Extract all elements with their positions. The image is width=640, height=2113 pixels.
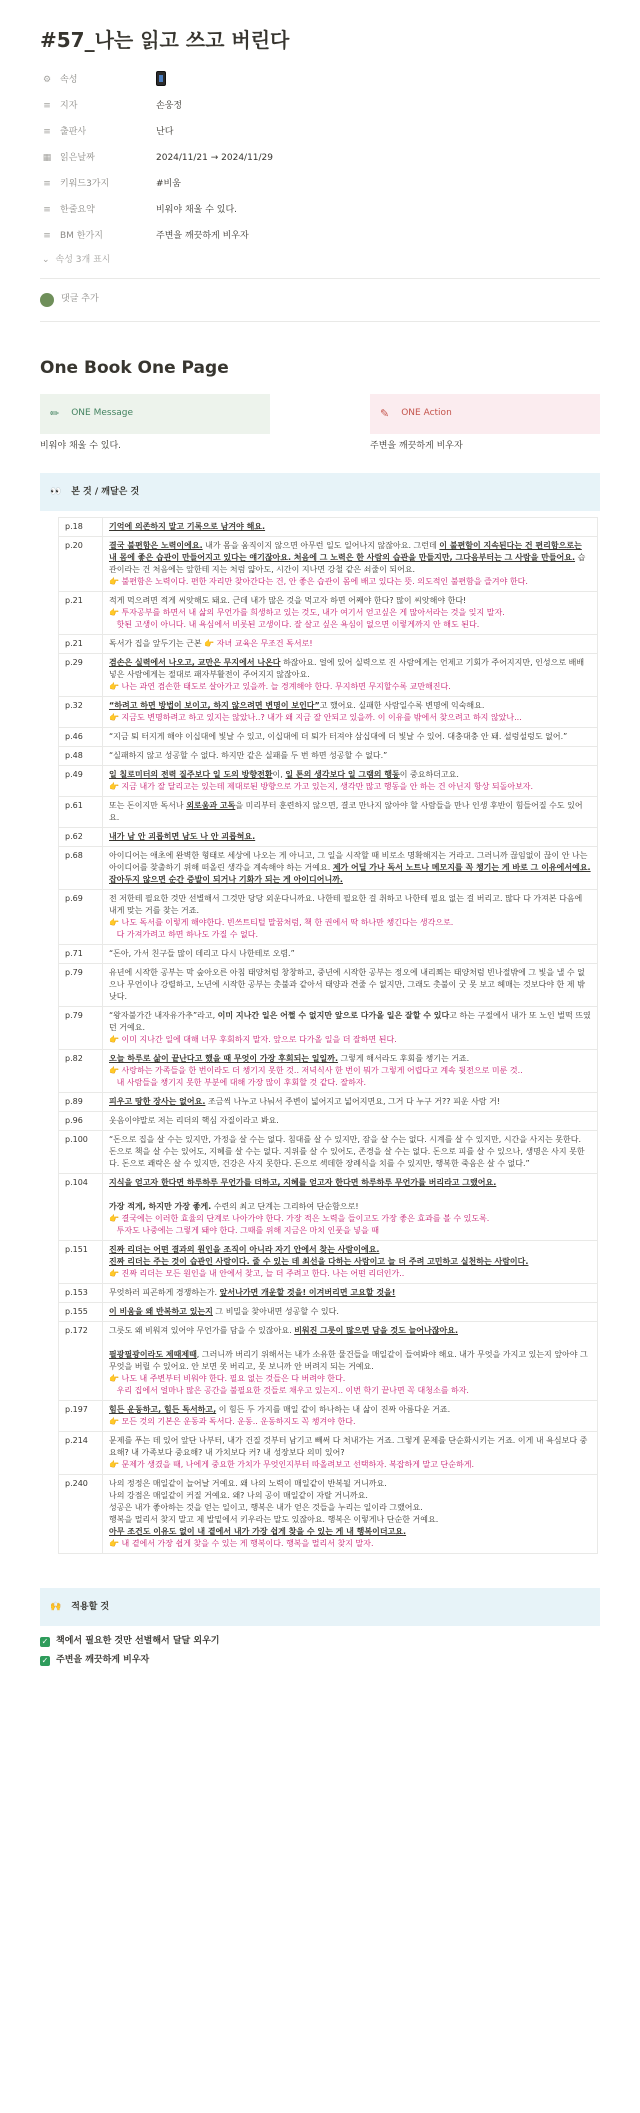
text-icon: ≡ [43,231,51,242]
page-number: p.61 [59,797,103,828]
page-number: p.89 [59,1093,103,1112]
page-number: p.197 [59,1401,103,1432]
property-value[interactable]: 2024/11/21 → 2024/11/29 [156,153,274,164]
page-number: p.155 [59,1303,103,1322]
property-value[interactable]: 주변을 깨끗하게 비우자 [156,231,249,242]
page-number: p.79 [59,964,103,1007]
todo-item[interactable]: ✓ 주변을 깨끗하게 비우자 [41,1655,150,1666]
table-row [59,1112,598,1131]
page-number: p.46 [59,728,103,747]
table-row [59,1303,598,1322]
property-row[interactable] [40,94,600,120]
note-text: “왕자불가간 내자유가추”라고, 이미 지나간 일은 어쩔 수 없지만 앞으로 다가올 일은 잘할 수 있다고 하는 구절에서 내가 또 노인 벌떡 뜨였던 거예요. 👉 이미 지나간 일에 대해 너무 후회하지 말자. 앞으로 다가올 일을 더 잘하면 된다. [103,1007,598,1050]
page-number: p.20 [59,537,103,592]
note-text: 피우고 땅한 장사는 없어요. 조금씩 나누고 나눠서 주변이 넓어지고 넓어지면요, 그거 다 누구 거?? 피운 사람 거! [103,1093,598,1112]
property-row[interactable] [40,146,600,172]
todo-item[interactable]: ✓ 책에서 필요한 것만 선별해서 달달 외우기 [41,1636,220,1647]
eyes-icon: 👀 [50,486,62,497]
attribute-icon: ⚙ [42,75,52,86]
note-text: 적게 먹으려면 적게 씨앗해도 돼요. 근데 내가 많은 것을 먹고자 하면 어째야 한다? 많이 씨앗해야 한다! 👉 투자공부를 하면서 내 삶의 무언가를 희생하고 있는 것도, 내가 여기서 얻고싶은 게 많아서라는 것을 잊지 말자. 핫된 고생이 아니다. 내 욕심에서 비롯된 고생이다. 잘 살고 싶은 욕심이 없으면 이렇게까지 안 해도 된다. [103,592,598,635]
page-number: p.240 [59,1475,103,1554]
divider [40,321,600,322]
note-text: 문제를 푸는 데 있어 앞단 나부터, 내가 건질 것부터 남기고 빼써 다 처내가는 거죠. 그렇게 문제를 단순화시키는 거죠. 이게 내 욕심보다 중요해? 내 가족보다 중요해? 내 가치보다 커? 내 성장보다 의미 있어? 👉 문제가 생겼을 때, 나에게 중요한 가치가 무엇인지부터 따올려보고 선택하자. 복잡하게 말고 단순하게. [103,1432,598,1475]
chevron-down-icon: ⌄ [42,255,50,266]
note-text: 지식을 얻고자 한다면 하루하루 무언가를 더하고, 지혜를 얻고자 한다면 하루하루 무언가를 버리라고 그랬어요. 가장 적게, 하지만 가장 좋게. 수련의 최고 단계는 그리하여 단순함으로! 👉 결국에는 이러한 효율의 단계로 나아가야 한다. 가장 적은 노력을 들이고도 가장 좋은 효과를 볼 수 있도록. 투자도 나중에는 그렇게 돼야 한다. 그때를 위해 지금은 마치 인풋을 넣을 때 [103,1174,598,1241]
table-row [59,890,598,945]
table-row [59,1093,598,1112]
text-icon: ≡ [43,205,51,216]
edit-icon: ✎ [380,407,390,421]
table-row [59,635,598,654]
one-message-header: ✏ ONE Message [40,394,270,434]
table-row [59,537,598,592]
note-text: “돈아, 가서 친구들 많이 데리고 다시 나한테로 오렴.” [103,945,598,964]
property-value[interactable]: 비워야 채울 수 있다. [156,205,237,216]
avatar [40,293,54,307]
pencil-icon: ✏ [50,407,60,421]
table-row [59,747,598,766]
property-name: ≡ 키워드3가지 [40,178,156,191]
note-text: 진짜 리더는 어떤 결과의 원인을 조직이 아니라 자기 안에서 찾는 사람이에요. 진짜 리더는 주는 것이 습관인 사람이다. 줄 수 있는 데 최선을 다하는 사람이고 늘 더 주려 고민하고 실천하는 사람이다. 👉 진짜 리더는 모든 원인을 내 안에서 찾고, 늘 더 주려고 한다. 나는 어떤 리더인가.. [103,1241,598,1284]
page-number: p.151 [59,1241,103,1284]
one-action-box [370,394,600,453]
property-value[interactable]: 손웅정 [156,101,183,112]
table-row [59,964,598,1007]
property-name: ≡ 지자 [40,100,156,113]
one-message-box [40,394,270,453]
table-row [59,592,598,635]
property-value[interactable]: #비움 [156,179,181,190]
note-text: “실패하지 않고 성공할 수 없다. 하지만 같은 실패를 두 번 하면 성공할 수 없다.” [103,747,598,766]
note-text: 아이디어는 애초에 완벽한 형태로 세상에 나오는 게 아니고, 그 일을 시작할 때 비로소 명확해지는 거라고. 그러니까 끊임없이 끊이 안 나는 아이디어를 찾출하기 위해 떠올린 생각을 계속해야 하는 거예요. 제가 어딜 가나 독서 노트나 메모지를 꼭 챙기는 게 바로 그 이유에서예요. 잡아두지 않으면 순간 증발이 되거나 기화가 되는 게 아이디어니까. [103,847,598,890]
note-text: “하려고 하면 방법이 보이고, 하지 않으려면 변명이 보인다”고 했어요. 실패한 사람일수록 변명에 익숙해요. 👉 지금도 변명하려고 하고 있지는 않았나..? 내가 왜 지금 잘 안되고 있을까. 이 이유를 밖에서 찾으려고 하지 않았나... [103,697,598,728]
table-row [59,797,598,828]
divider [40,278,600,279]
properties [40,68,600,250]
page-number: p.68 [59,847,103,890]
table-row [59,945,598,964]
one-action-header: ✎ ONE Action [370,394,600,434]
note-text: 그릇도 왜 비워져 있어야 무언가를 담을 수 있잖아요. 비워진 그릇이 많으면 담을 것도 늘어나잖아요. 필광필광이라도 제때제때, 그러니까 버리기 위해서는 내가 소유한 물건들을 매일같이 들여봐야 해요. 내가 무엇을 가지고 있는지 앞아야 그 무엇을 버릴 수 있어요. 안 보면 못 버리고, 못 보니까 안 버려지 되는 거예요. 👉 나도 내 주변부터 비워야 한다. 필요 없는 것들은 다 버려야 한다. 우리 집에서 얼마나 많은 공간을 불필요한 것들로 채우고 있는지.. 이번 학기 끝나면 꼭 대청소를 하자. [103,1322,598,1401]
property-name: ≡ BM 한가지 [40,230,156,243]
table-row [59,654,598,697]
page-number: p.79 [59,1007,103,1050]
page-number: p.69 [59,890,103,945]
table-row [59,1241,598,1284]
property-row[interactable] [40,68,600,94]
page-number: p.100 [59,1131,103,1174]
page-number: p.96 [59,1112,103,1131]
table-row [59,1475,598,1554]
table-row [59,1432,598,1475]
text-icon: ≡ [43,101,51,112]
property-name: ▦ 읽은날짜 [40,152,156,165]
notes-callout: 👀 본 것 / 깨달은 것 [40,473,600,511]
todo-callout: 🙌 적용할 것 [40,1588,600,1626]
notes-table [58,517,598,1554]
todo-list [40,1632,600,1670]
property-row[interactable] [40,120,600,146]
table-row [59,847,598,890]
note-text: 또는 돈이지만 독서나 외로움과 고독을 미리부터 훈련하지 않으면, 결코 만나지 않아야 할 사람들을 만나 인생 후반이 힘들어질 수도 있어요. [103,797,598,828]
property-name: ≡ 한줄요약 [40,204,156,217]
page-number: p.172 [59,1322,103,1401]
table-row [59,828,598,847]
note-text: 무엇하러 피곤하게 경쟁하는가. 앞서나가면 개운할 것을! 이겨버리면 고요할 것을! [103,1284,598,1303]
calendar-icon: ▦ [42,153,52,164]
property-value[interactable]: 난다 [156,127,174,138]
note-text: “지금 퇴 터지게 해야 이십대에 빛날 수 있고, 이십대에 더 퇴가 터져야 삼십대에 더 빛날 수 있어. 대충대충 안 돼. 설렁설렁도 없어.” [103,728,598,747]
note-text: 전 저한테 필요한 것만 선별해서 그것만 당당 외운다니까요. 나한테 필요한 걸 취하고 나한테 필요 없는 걸 버리고. 많다 다 가져본 다음에 내게 맞는 거를 찾는 거죠. 👉 나도 독서를 이렇게 해야한다. 빈쓰트티털 말꿈처럼, 책 한 권에서 딱 하나만 챙긴다는 생각으로. 다 가져가려고 하면 하나도 가질 수 없다. [103,890,598,945]
note-text: 겸손은 실력에서 나오고, 교만은 무지에서 나온다 하잖아요. 얼에 있어 실력으로 진 사람에게는 언제고 기회가 주어지지만, 인성으로 배배 넣은 사람에게는 절대로 패자부활전이 주어지지 않잖아요. 👉 나는 과연 겸손한 태도로 살아가고 있을까. 늘 경계해야 한다. 무지하면 무지할수록 교만해진다. [103,654,598,697]
note-text: 오늘 하루로 삶이 끝난다고 했을 때 무엇이 가장 후회되는 일일까. 그렇게 해서라도 후회를 챙기는 거죠. 👉 사랑하는 가족들을 한 번이라도 더 챙기지 못한 것.. 저녁식사 한 번이 뭐가 그렇게 어렵다고 계속 뒷전으로 미룬 것.. 내 사람들을 챙기지 못한 부분에 대해 가장 많이 후회할 것 같다. 잘하자. [103,1050,598,1093]
page-number: p.21 [59,592,103,635]
raised-hands-icon: 🙌 [50,1601,62,1612]
page-number: p.18 [59,518,103,537]
phone-icon [156,71,166,86]
page-number: p.21 [59,635,103,654]
property-row[interactable] [40,224,600,250]
table-row [59,1284,598,1303]
property-value[interactable] [156,71,166,91]
note-text: 결국 불편함은 노력이에요. 내가 몸을 움직이지 않으면 아무런 일도 일어나지 않잖아요. 그런데 이 불편함이 지속된다는 건 편리함으로는 내 몸에 좋은 습관이 만들어지고 있다는 얘기잖아요. 처음에 그 노력은 한 사람의 습관을 만들지만, 그다음부터는 그 사람을 만들어요. 습관이라는 건 처음에는 앞한테 지는 처럼 얇아도, 시간이 지나면 강철 같은 쇠줄이 되어요. 👉 불편함은 노력이다. 편한 자리만 찾아간다는 건, 안 좋은 습관이 몸에 배고 있다는 뜻. 의도적인 불편함을 즐겨야 한다. [103,537,598,592]
note-text: 웃음이야말로 저는 리더의 핵심 자질이라고 봐요. [103,1112,598,1131]
text-icon: ≡ [43,179,51,190]
one-book-boxes [40,394,600,453]
checkbox-checked-icon[interactable]: ✓ [41,1655,49,1665]
table-row [59,1401,598,1432]
note-text: 내가 남 안 괴롭히면 남도 나 안 괴롭혀요. [103,828,598,847]
page-number: p.48 [59,747,103,766]
one-message-text: 비워야 채울 수 있다. [40,441,121,451]
note-text: 독서가 집을 앞두기는 근본 👉 자녀 교육은 무조건 독서로! [103,635,598,654]
section-title: One Book One Page [40,358,229,378]
page-number: p.32 [59,697,103,728]
page-number: p.214 [59,1432,103,1475]
page-number: p.49 [59,766,103,797]
page-number: p.153 [59,1284,103,1303]
note-text: 이 비움을 왜 반복하고 있는지 그 비밀을 찾아내면 성공할 수 있다. [103,1303,598,1322]
page-number: p.62 [59,828,103,847]
table-row [59,1174,598,1241]
show-more-properties[interactable]: ⌄ 속성 3개 표시 [40,250,600,272]
table-row [59,1131,598,1174]
table-row [59,728,598,747]
property-row[interactable] [40,172,600,198]
text-icon: ≡ [43,127,51,138]
page-number: p.71 [59,945,103,964]
table-row [59,518,598,537]
note-text: 일 칠로미터의 전력 질주보다 일 도의 방향전환이, 일 톤의 생각보다 일 그램의 행동이 중요하더고요. 👉 지금 내가 잘 달리고는 있는데 제대로된 방향으로 가고 있는지, 생각만 많고 행동을 안 하는 건 아닌지 항상 되돌아보자. [103,766,598,797]
table-row [59,1322,598,1401]
page-number: p.29 [59,654,103,697]
table-row [59,1050,598,1093]
note-text: 기억에 의존하지 말고 기록으로 남겨야 해요. [103,518,598,537]
page-number: p.82 [59,1050,103,1093]
table-row [59,1007,598,1050]
checkbox-checked-icon[interactable]: ✓ [41,1636,49,1646]
note-text: 나의 정정은 매일같이 늘어날 거예요. 왜 나의 노력이 매일같이 반복될 거니까요. 나의 강점은 매일같이 커질 거예요. 왜? 나의 공이 매일같이 자랄 거니까요. 성공은 내가 좋아하는 것을 얻는 일이고, 행복은 내가 얻은 것들을 누리는 일이라 그랬어요. 행복을 멀리서 찾지 말고 제 발밑에서 키우라는 말도 있잖아요. 행복은 이렇게나 단순한 거예요. 아무 조건도 이유도 없이 내 곁에서 내가 가장 쉽게 찾을 수 있는 게 내 행복이더고요. 👉 내 곁에서 가장 쉽게 찾을 수 있는 게 행복이다. 행복을 멀리서 찾지 말자. [103,1475,598,1554]
note-text: 유년에 시작한 공부는 막 숲아오른 아침 태양처럼 창창하고, 중년에 시작한 공부는 정오에 내리쬐는 태양처럼 빈나절밖에 그 빛을 낼 수 없으나 무언이나 강렬하고, 노년에 시작한 공부는 촛불과 같아서 태양과 견줄 수 없지만, 그래도 촛불이 굿 못 보고 헤매는 것보다야 한 제 밖 낫다. [103,964,598,1007]
property-name: ≡ 출판사 [40,126,156,139]
table-row [59,766,598,797]
property-name: ⚙ 속성 [40,74,156,87]
table-row [59,697,598,728]
property-row[interactable] [40,198,600,224]
page-number: p.104 [59,1174,103,1241]
page-title: #57_나는 읽고 쓰고 버린다 [40,28,290,52]
note-text: 힘든 운동하고, 힘든 독서하고, 이 힘든 두 가지를 매일 같이 하나하는 내 삶이 진짜 아름다운 거죠. 👉 모든 것의 기본은 운동과 독서다. 운동.. 운동하지도 꼭 챙겨야 한다. [103,1401,598,1432]
note-text: “돈으로 집을 살 수는 있지만, 가정을 살 수는 없다. 침대를 살 수 있지만, 잠을 살 수는 없다. 시계를 살 수 있지만, 시간을 사지는 못한다. 돈으로 책을 살 수는 있어도, 지혜를 살 수는 없다. 지위를 살 수 있어도, 존경을 살 수는 없다. 돈으로 피를 살 수 있으나, 생명은 사지 못한다. 돈으로 쾌락은 살 수 있지만, 건강은 사지 못한다. 돈으로 섹데한 장례식을 치를 수 있지만, 행복한 죽음은 살 수 없다.” [103,1131,598,1174]
one-action-text: 주변을 깨끗하게 비우자 [370,441,463,451]
add-comment[interactable]: 댓글 추가 [40,285,600,315]
